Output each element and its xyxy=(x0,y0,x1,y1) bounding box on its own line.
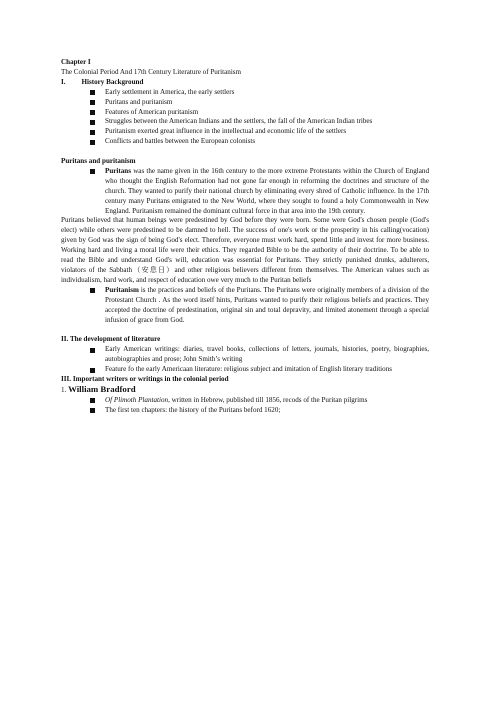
list-item-text: , written in Hebrew, published till 1856, recods of the Puritan pilgrims xyxy=(168,395,368,404)
list-item-text: Puritanism exerted great influence in the intellectual and economic life of the settlers xyxy=(105,127,347,136)
spacer xyxy=(61,147,429,157)
puritanism-bullet-list xyxy=(61,286,429,326)
puritan-beliefs-paragraph: Puritans believed that human beings were predestined by God before they were born. Some were God's chosen people (God's elect) while others were predestined to be damned to hell. The success of one's work or the prosperity in his calling(vocation) given by God was the sign of being God's elect. Therefore, everyone must work hard, spend little and invest for more business. Working hard and living a moral life were their ethics. They regarded Bible to be the authority of their doctrine. To be able to read the Bible and understand God's will, education was essential for Puritans. They strictly punished drunks, adulterers, violators of the Sabbath（安息日）and other religious believers different from themselves. The American values such as individualism, hard work, and respect of education owe very much to the Puritan beliefs xyxy=(61,216,429,284)
term-puritans: Puritans xyxy=(105,166,132,175)
square-bullet-icon xyxy=(90,348,95,353)
list-item xyxy=(61,117,429,127)
list-item-text: Puritans and puritanism xyxy=(105,97,173,106)
list-item-text: Struggles between the American Indians and the settlers, the fall of the American Indian tribes xyxy=(105,117,373,126)
list-item-text: Feature fo the early Americaan literature: religious subject and imitation of English literary traditions xyxy=(105,365,393,374)
history-bullet-list xyxy=(61,88,429,147)
list-item xyxy=(61,345,429,365)
square-bullet-icon xyxy=(90,398,95,403)
square-bullet-icon xyxy=(90,169,95,174)
list-item xyxy=(61,98,429,108)
list-item xyxy=(61,286,429,326)
writer-number: 1. xyxy=(61,385,69,394)
work-title: Of Plimoth Plantation xyxy=(105,395,169,404)
spacer xyxy=(61,325,429,335)
section-heading-history: I. History Background xyxy=(61,77,144,86)
list-item xyxy=(61,406,429,416)
literature-bullet-list xyxy=(61,345,429,375)
list-item-text: Features of American puritanism xyxy=(105,107,199,116)
document-body xyxy=(61,58,429,416)
list-item xyxy=(61,396,429,406)
square-bullet-icon xyxy=(90,408,95,413)
chapter-label: Chapter I xyxy=(61,58,91,66)
chapter-title: The Colonial Period And 17th Century Literature of Puritanism xyxy=(61,67,242,76)
list-item-text: Conflicts and battles between the European colonists xyxy=(105,137,256,146)
bradford-bullet-list xyxy=(61,396,429,416)
list-item-text: is the practices and beliefs of the Puritans. The Puritans were originally members of a division of the Protestant Church . As the word itself hints, Puritans wanted to purify their religious beliefs and practices. They accepted the doctrine of predestination, original sin and total depravity, and limited atonement through a special infusion of grace from God. xyxy=(105,285,429,324)
square-bullet-icon xyxy=(90,130,95,135)
list-item-text: Early American writings: diaries, travel books, collections of letters, journals, histories, poetry, biographies, autobiographies and prose; John Smith’s writing xyxy=(105,345,429,364)
square-bullet-icon xyxy=(90,140,95,145)
list-item-text: was the name given in the 16th century to the more extreme Protestants within the Church of England who thought the English Reformation had not gone far enough in reforming the doctrines and structure of the church. They wanted to purify their national church by eliminating every shred of Catholic influence. In the 17th century many Puritans emigrated to the New World, where they sought to found a holy Commonwealth in New England. Puritanism remained the dominant cultural force in that area into the 19th century. xyxy=(105,166,429,215)
list-item xyxy=(61,167,429,217)
list-item-text: Early settlement in America, the early settlers xyxy=(105,87,235,96)
square-bullet-icon xyxy=(90,288,95,293)
square-bullet-icon xyxy=(90,120,95,125)
section-heading-literature: II. The development of literature xyxy=(61,335,161,344)
writer-name: William Bradford xyxy=(68,383,136,394)
list-item xyxy=(61,137,429,147)
list-item xyxy=(61,127,429,137)
section-heading-puritans: Puritans and puritanism xyxy=(61,157,136,166)
section-heading-writers: III. Important writers or writings in the colonial period xyxy=(61,374,229,383)
square-bullet-icon xyxy=(90,90,95,95)
puritans-bullet-list xyxy=(61,167,429,217)
term-puritanism: Puritanism xyxy=(105,285,139,294)
list-item-text: The first ten chapters: the history of the Puritans beford 1620; xyxy=(105,405,281,414)
list-item xyxy=(61,365,429,375)
square-bullet-icon xyxy=(90,100,95,105)
list-item xyxy=(61,108,429,118)
square-bullet-icon xyxy=(90,368,95,373)
writer-heading xyxy=(61,385,429,396)
square-bullet-icon xyxy=(90,110,95,115)
list-item xyxy=(61,88,429,98)
